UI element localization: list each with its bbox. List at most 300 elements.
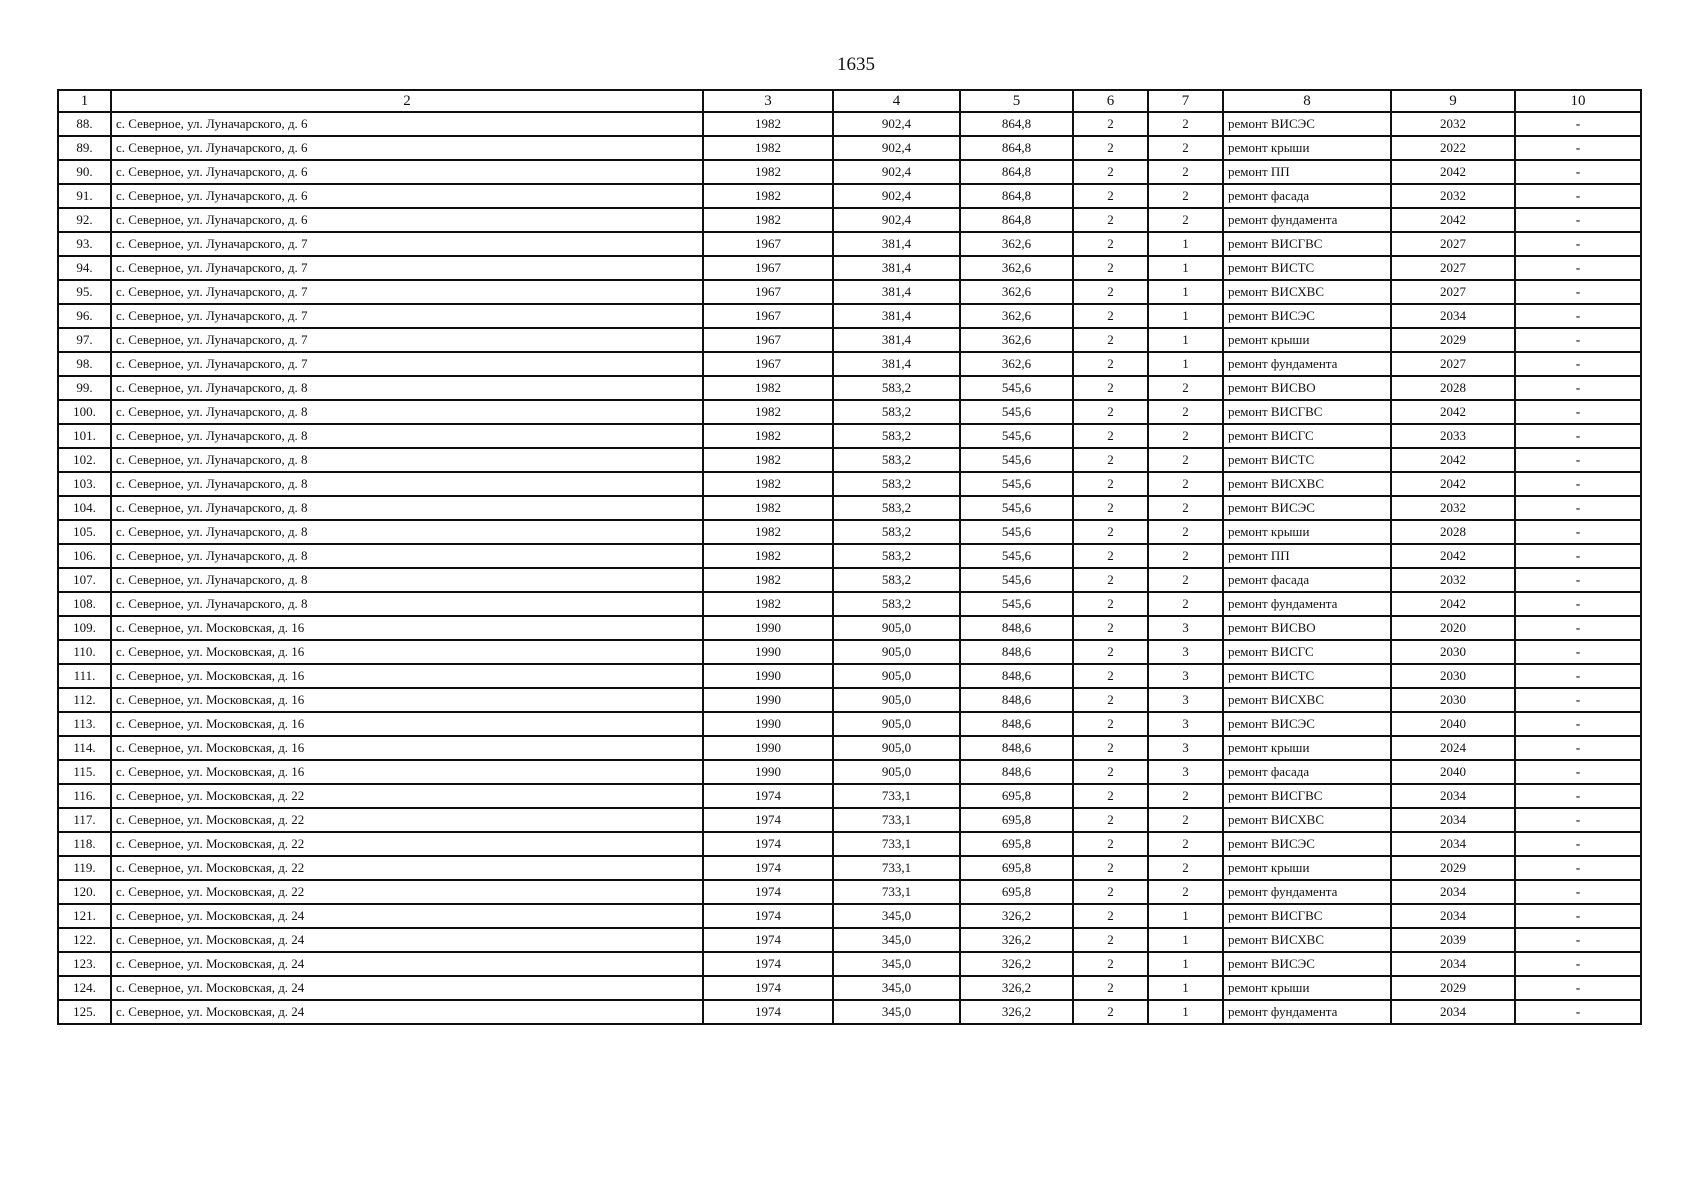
table-row (58, 304, 1641, 328)
row-number: 116. (58, 784, 111, 808)
row-number: 103. (58, 472, 111, 496)
table-row (58, 328, 1641, 352)
living-area-cell: 545,6 (960, 448, 1073, 472)
year-cell: 1967 (703, 304, 833, 328)
column-header: 3 (703, 90, 833, 112)
address-cell: с. Северное, ул. Луначарского, д. 8 (111, 592, 703, 616)
address-cell: с. Северное, ул. Луначарского, д. 7 (111, 352, 703, 376)
note-cell: - (1515, 160, 1641, 184)
living-area-cell: 362,6 (960, 280, 1073, 304)
living-area-cell: 362,6 (960, 352, 1073, 376)
entrances-cell: 2 (1148, 424, 1223, 448)
living-area-cell: 326,2 (960, 952, 1073, 976)
total-area-cell: 583,2 (833, 496, 960, 520)
year-cell: 1982 (703, 160, 833, 184)
living-area-cell: 545,6 (960, 400, 1073, 424)
year-cell: 1967 (703, 280, 833, 304)
year-cell: 1982 (703, 520, 833, 544)
living-area-cell: 326,2 (960, 928, 1073, 952)
plan-year-cell: 2030 (1391, 640, 1515, 664)
entrances-cell: 1 (1148, 256, 1223, 280)
year-cell: 1967 (703, 232, 833, 256)
living-area-cell: 545,6 (960, 496, 1073, 520)
row-number: 107. (58, 568, 111, 592)
floors-cell: 2 (1073, 136, 1148, 160)
entrances-cell: 1 (1148, 232, 1223, 256)
plan-year-cell: 2029 (1391, 328, 1515, 352)
row-number: 123. (58, 952, 111, 976)
entrances-cell: 2 (1148, 544, 1223, 568)
row-number: 88. (58, 112, 111, 136)
total-area-cell: 345,0 (833, 904, 960, 928)
row-number: 118. (58, 832, 111, 856)
plan-year-cell: 2042 (1391, 448, 1515, 472)
plan-year-cell: 2034 (1391, 952, 1515, 976)
total-area-cell: 583,2 (833, 568, 960, 592)
column-header: 9 (1391, 90, 1515, 112)
address-cell: с. Северное, ул. Московская, д. 16 (111, 640, 703, 664)
row-number: 96. (58, 304, 111, 328)
note-cell: - (1515, 1000, 1641, 1024)
address-cell: с. Северное, ул. Луначарского, д. 8 (111, 568, 703, 592)
row-number: 108. (58, 592, 111, 616)
entrances-cell: 2 (1148, 592, 1223, 616)
total-area-cell: 583,2 (833, 424, 960, 448)
row-number: 115. (58, 760, 111, 784)
registry-table (57, 89, 1642, 1025)
year-cell: 1982 (703, 568, 833, 592)
row-number: 89. (58, 136, 111, 160)
plan-year-cell: 2042 (1391, 160, 1515, 184)
work-type-cell: ремонт крыши (1223, 520, 1391, 544)
address-cell: с. Северное, ул. Московская, д. 22 (111, 784, 703, 808)
floors-cell: 2 (1073, 880, 1148, 904)
note-cell: - (1515, 112, 1641, 136)
year-cell: 1982 (703, 472, 833, 496)
year-cell: 1974 (703, 808, 833, 832)
total-area-cell: 902,4 (833, 160, 960, 184)
row-number: 104. (58, 496, 111, 520)
note-cell: - (1515, 904, 1641, 928)
table-row (58, 472, 1641, 496)
floors-cell: 2 (1073, 832, 1148, 856)
total-area-cell: 381,4 (833, 352, 960, 376)
entrances-cell: 1 (1148, 328, 1223, 352)
floors-cell: 2 (1073, 592, 1148, 616)
note-cell: - (1515, 136, 1641, 160)
note-cell: - (1515, 352, 1641, 376)
total-area-cell: 583,2 (833, 520, 960, 544)
note-cell: - (1515, 664, 1641, 688)
plan-year-cell: 2042 (1391, 544, 1515, 568)
address-cell: с. Северное, ул. Луначарского, д. 8 (111, 400, 703, 424)
table-row (58, 736, 1641, 760)
plan-year-cell: 2033 (1391, 424, 1515, 448)
address-cell: с. Северное, ул. Луначарского, д. 7 (111, 256, 703, 280)
work-type-cell: ремонт ВИСТС (1223, 664, 1391, 688)
plan-year-cell: 2027 (1391, 232, 1515, 256)
year-cell: 1974 (703, 904, 833, 928)
living-area-cell: 864,8 (960, 112, 1073, 136)
address-cell: с. Северное, ул. Луначарского, д. 6 (111, 112, 703, 136)
work-type-cell: ремонт фундамента (1223, 208, 1391, 232)
plan-year-cell: 2034 (1391, 1000, 1515, 1024)
table-row (58, 856, 1641, 880)
row-number: 92. (58, 208, 111, 232)
plan-year-cell: 2029 (1391, 976, 1515, 1000)
entrances-cell: 2 (1148, 496, 1223, 520)
table-row (58, 808, 1641, 832)
address-cell: с. Северное, ул. Московская, д. 16 (111, 760, 703, 784)
entrances-cell: 2 (1148, 832, 1223, 856)
living-area-cell: 848,6 (960, 736, 1073, 760)
floors-cell: 2 (1073, 520, 1148, 544)
plan-year-cell: 2040 (1391, 760, 1515, 784)
note-cell: - (1515, 520, 1641, 544)
work-type-cell: ремонт крыши (1223, 328, 1391, 352)
table-row (58, 160, 1641, 184)
row-number: 97. (58, 328, 111, 352)
address-cell: с. Северное, ул. Московская, д. 22 (111, 808, 703, 832)
entrances-cell: 2 (1148, 856, 1223, 880)
entrances-cell: 1 (1148, 304, 1223, 328)
row-number: 112. (58, 688, 111, 712)
note-cell: - (1515, 712, 1641, 736)
row-number: 101. (58, 424, 111, 448)
entrances-cell: 2 (1148, 520, 1223, 544)
living-area-cell: 545,6 (960, 424, 1073, 448)
living-area-cell: 848,6 (960, 760, 1073, 784)
note-cell: - (1515, 496, 1641, 520)
entrances-cell: 3 (1148, 736, 1223, 760)
table-body (58, 112, 1641, 1024)
total-area-cell: 583,2 (833, 544, 960, 568)
living-area-cell: 545,6 (960, 568, 1073, 592)
year-cell: 1982 (703, 424, 833, 448)
address-cell: с. Северное, ул. Московская, д. 16 (111, 712, 703, 736)
entrances-cell: 2 (1148, 448, 1223, 472)
address-cell: с. Северное, ул. Луначарского, д. 8 (111, 424, 703, 448)
floors-cell: 2 (1073, 664, 1148, 688)
address-cell: с. Северное, ул. Луначарского, д. 6 (111, 160, 703, 184)
floors-cell: 2 (1073, 400, 1148, 424)
note-cell: - (1515, 184, 1641, 208)
entrances-cell: 2 (1148, 376, 1223, 400)
living-area-cell: 848,6 (960, 688, 1073, 712)
plan-year-cell: 2042 (1391, 208, 1515, 232)
total-area-cell: 733,1 (833, 880, 960, 904)
address-cell: с. Северное, ул. Московская, д. 24 (111, 928, 703, 952)
note-cell: - (1515, 688, 1641, 712)
plan-year-cell: 2032 (1391, 496, 1515, 520)
work-type-cell: ремонт ВИСЭС (1223, 712, 1391, 736)
work-type-cell: ремонт ПП (1223, 160, 1391, 184)
plan-year-cell: 2042 (1391, 400, 1515, 424)
work-type-cell: ремонт крыши (1223, 856, 1391, 880)
total-area-cell: 583,2 (833, 400, 960, 424)
living-area-cell: 864,8 (960, 184, 1073, 208)
table-row (58, 208, 1641, 232)
work-type-cell: ремонт крыши (1223, 136, 1391, 160)
work-type-cell: ремонт ВИСГВС (1223, 232, 1391, 256)
address-cell: с. Северное, ул. Луначарского, д. 7 (111, 280, 703, 304)
work-type-cell: ремонт ВИСЭС (1223, 112, 1391, 136)
note-cell: - (1515, 760, 1641, 784)
floors-cell: 2 (1073, 640, 1148, 664)
table-row (58, 520, 1641, 544)
living-area-cell: 362,6 (960, 256, 1073, 280)
living-area-cell: 326,2 (960, 1000, 1073, 1024)
year-cell: 1967 (703, 328, 833, 352)
work-type-cell: ремонт ВИСЭС (1223, 496, 1391, 520)
table-row (58, 112, 1641, 136)
note-cell: - (1515, 376, 1641, 400)
work-type-cell: ремонт ВИСХВС (1223, 928, 1391, 952)
plan-year-cell: 2039 (1391, 928, 1515, 952)
entrances-cell: 3 (1148, 688, 1223, 712)
plan-year-cell: 2034 (1391, 808, 1515, 832)
work-type-cell: ремонт ВИСЭС (1223, 304, 1391, 328)
column-header: 2 (111, 90, 703, 112)
note-cell: - (1515, 472, 1641, 496)
floors-cell: 2 (1073, 784, 1148, 808)
total-area-cell: 345,0 (833, 976, 960, 1000)
entrances-cell: 1 (1148, 280, 1223, 304)
address-cell: с. Северное, ул. Московская, д. 16 (111, 688, 703, 712)
floors-cell: 2 (1073, 160, 1148, 184)
plan-year-cell: 2034 (1391, 880, 1515, 904)
entrances-cell: 2 (1148, 880, 1223, 904)
floors-cell: 2 (1073, 952, 1148, 976)
plan-year-cell: 2034 (1391, 784, 1515, 808)
column-header: 6 (1073, 90, 1148, 112)
work-type-cell: ремонт ВИСЭС (1223, 832, 1391, 856)
table-row (58, 616, 1641, 640)
living-area-cell: 695,8 (960, 808, 1073, 832)
living-area-cell: 545,6 (960, 472, 1073, 496)
plan-year-cell: 2027 (1391, 352, 1515, 376)
column-header: 10 (1515, 90, 1641, 112)
floors-cell: 2 (1073, 424, 1148, 448)
entrances-cell: 1 (1148, 928, 1223, 952)
table-row (58, 664, 1641, 688)
table-row (58, 760, 1641, 784)
year-cell: 1974 (703, 952, 833, 976)
note-cell: - (1515, 952, 1641, 976)
year-cell: 1974 (703, 976, 833, 1000)
entrances-cell: 1 (1148, 976, 1223, 1000)
floors-cell: 2 (1073, 544, 1148, 568)
entrances-cell: 2 (1148, 472, 1223, 496)
entrances-cell: 2 (1148, 160, 1223, 184)
work-type-cell: ремонт фасада (1223, 760, 1391, 784)
note-cell: - (1515, 928, 1641, 952)
work-type-cell: ремонт ВИСГВС (1223, 784, 1391, 808)
total-area-cell: 905,0 (833, 664, 960, 688)
row-number: 94. (58, 256, 111, 280)
address-cell: с. Северное, ул. Московская, д. 16 (111, 664, 703, 688)
year-cell: 1990 (703, 664, 833, 688)
living-area-cell: 545,6 (960, 592, 1073, 616)
note-cell: - (1515, 616, 1641, 640)
plan-year-cell: 2020 (1391, 616, 1515, 640)
work-type-cell: ремонт фундамента (1223, 880, 1391, 904)
work-type-cell: ремонт ВИСГВС (1223, 400, 1391, 424)
work-type-cell: ремонт ВИСТС (1223, 448, 1391, 472)
table-row (58, 1000, 1641, 1024)
floors-cell: 2 (1073, 208, 1148, 232)
row-number: 91. (58, 184, 111, 208)
total-area-cell: 583,2 (833, 472, 960, 496)
row-number: 102. (58, 448, 111, 472)
year-cell: 1982 (703, 112, 833, 136)
plan-year-cell: 2028 (1391, 376, 1515, 400)
entrances-cell: 1 (1148, 952, 1223, 976)
year-cell: 1982 (703, 496, 833, 520)
address-cell: с. Северное, ул. Луначарского, д. 6 (111, 184, 703, 208)
table-row (58, 352, 1641, 376)
row-number: 111. (58, 664, 111, 688)
entrances-cell: 2 (1148, 784, 1223, 808)
plan-year-cell: 2027 (1391, 256, 1515, 280)
plan-year-cell: 2027 (1391, 280, 1515, 304)
column-header: 8 (1223, 90, 1391, 112)
work-type-cell: ремонт ВИСХВС (1223, 472, 1391, 496)
row-number: 117. (58, 808, 111, 832)
year-cell: 1990 (703, 712, 833, 736)
plan-year-cell: 2024 (1391, 736, 1515, 760)
address-cell: с. Северное, ул. Луначарского, д. 8 (111, 520, 703, 544)
living-area-cell: 848,6 (960, 712, 1073, 736)
row-number: 114. (58, 736, 111, 760)
entrances-cell: 3 (1148, 664, 1223, 688)
year-cell: 1974 (703, 1000, 833, 1024)
table-row (58, 424, 1641, 448)
table-row (58, 232, 1641, 256)
living-area-cell: 848,6 (960, 664, 1073, 688)
floors-cell: 2 (1073, 280, 1148, 304)
entrances-cell: 1 (1148, 1000, 1223, 1024)
year-cell: 1974 (703, 856, 833, 880)
year-cell: 1990 (703, 760, 833, 784)
table-row (58, 928, 1641, 952)
entrances-cell: 1 (1148, 904, 1223, 928)
table-row (58, 136, 1641, 160)
entrances-cell: 3 (1148, 760, 1223, 784)
work-type-cell: ремонт ВИСГС (1223, 640, 1391, 664)
work-type-cell: ремонт ВИСВО (1223, 376, 1391, 400)
note-cell: - (1515, 424, 1641, 448)
row-number: 122. (58, 928, 111, 952)
work-type-cell: ремонт ВИСГВС (1223, 904, 1391, 928)
table-row (58, 496, 1641, 520)
total-area-cell: 905,0 (833, 688, 960, 712)
year-cell: 1982 (703, 376, 833, 400)
living-area-cell: 864,8 (960, 136, 1073, 160)
address-cell: с. Северное, ул. Луначарского, д. 7 (111, 232, 703, 256)
year-cell: 1974 (703, 832, 833, 856)
year-cell: 1967 (703, 256, 833, 280)
table-row (58, 880, 1641, 904)
address-cell: с. Северное, ул. Луначарского, д. 8 (111, 376, 703, 400)
table-row (58, 904, 1641, 928)
note-cell: - (1515, 880, 1641, 904)
work-type-cell: ремонт фундамента (1223, 352, 1391, 376)
year-cell: 1990 (703, 736, 833, 760)
total-area-cell: 905,0 (833, 760, 960, 784)
table-row (58, 592, 1641, 616)
floors-cell: 2 (1073, 616, 1148, 640)
table-row (58, 640, 1641, 664)
address-cell: с. Северное, ул. Московская, д. 16 (111, 736, 703, 760)
address-cell: с. Северное, ул. Луначарского, д. 7 (111, 328, 703, 352)
living-area-cell: 326,2 (960, 976, 1073, 1000)
year-cell: 1982 (703, 592, 833, 616)
row-number: 99. (58, 376, 111, 400)
note-cell: - (1515, 544, 1641, 568)
row-number: 90. (58, 160, 111, 184)
floors-cell: 2 (1073, 1000, 1148, 1024)
total-area-cell: 381,4 (833, 328, 960, 352)
plan-year-cell: 2029 (1391, 856, 1515, 880)
row-number: 95. (58, 280, 111, 304)
plan-year-cell: 2032 (1391, 112, 1515, 136)
page-number: 1635 (837, 54, 875, 75)
row-number: 124. (58, 976, 111, 1000)
floors-cell: 2 (1073, 856, 1148, 880)
entrances-cell: 2 (1148, 808, 1223, 832)
address-cell: с. Северное, ул. Луначарского, д. 6 (111, 208, 703, 232)
note-cell: - (1515, 568, 1641, 592)
total-area-cell: 733,1 (833, 832, 960, 856)
entrances-cell: 2 (1148, 184, 1223, 208)
total-area-cell: 902,4 (833, 208, 960, 232)
total-area-cell: 905,0 (833, 712, 960, 736)
table-row (58, 544, 1641, 568)
year-cell: 1982 (703, 184, 833, 208)
row-number: 121. (58, 904, 111, 928)
address-cell: с. Северное, ул. Луначарского, д. 7 (111, 304, 703, 328)
year-cell: 1982 (703, 208, 833, 232)
living-area-cell: 695,8 (960, 880, 1073, 904)
address-cell: с. Северное, ул. Луначарского, д. 6 (111, 136, 703, 160)
address-cell: с. Северное, ул. Московская, д. 16 (111, 616, 703, 640)
total-area-cell: 905,0 (833, 736, 960, 760)
table-row (58, 952, 1641, 976)
total-area-cell: 583,2 (833, 376, 960, 400)
entrances-cell: 2 (1148, 568, 1223, 592)
address-cell: с. Северное, ул. Луначарского, д. 8 (111, 544, 703, 568)
floors-cell: 2 (1073, 112, 1148, 136)
table-row (58, 976, 1641, 1000)
floors-cell: 2 (1073, 808, 1148, 832)
work-type-cell: ремонт ВИСХВС (1223, 808, 1391, 832)
floors-cell: 2 (1073, 976, 1148, 1000)
floors-cell: 2 (1073, 736, 1148, 760)
living-area-cell: 848,6 (960, 616, 1073, 640)
table-row (58, 568, 1641, 592)
entrances-cell: 2 (1148, 208, 1223, 232)
total-area-cell: 345,0 (833, 952, 960, 976)
work-type-cell: ремонт ВИСТС (1223, 256, 1391, 280)
living-area-cell: 545,6 (960, 376, 1073, 400)
note-cell: - (1515, 976, 1641, 1000)
table-row (58, 712, 1641, 736)
work-type-cell: ремонт ВИСВО (1223, 616, 1391, 640)
note-cell: - (1515, 232, 1641, 256)
note-cell: - (1515, 832, 1641, 856)
table-row (58, 184, 1641, 208)
